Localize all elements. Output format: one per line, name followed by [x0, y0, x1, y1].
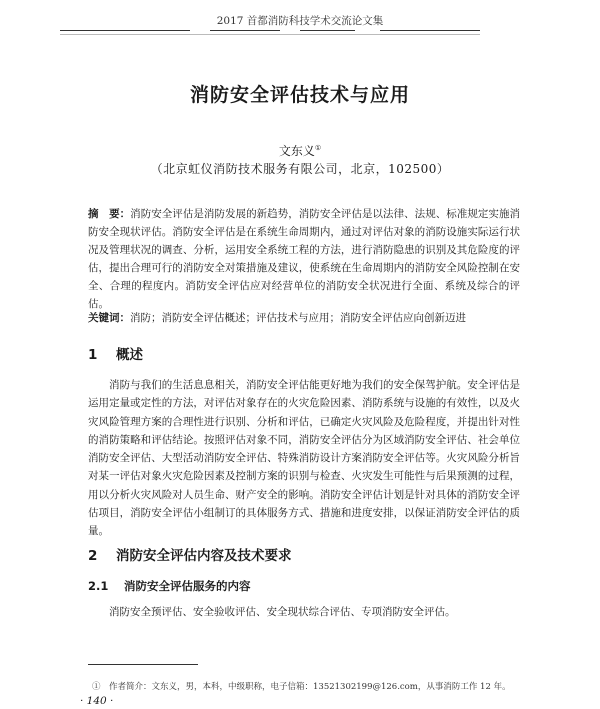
- section-1-text: 消防与我们的生活息息相关，消防安全评估能更好地为我们的安全保驾护航。安全评估是运用定量或定性的方法，对评估对象存在的火灾危险因素、消防系统与设施的有效性，以及火灾风险管理方案的合理性进行识别、分析和评估，已确定火灾风险及危险程度，并提出针对性的消防策略和评估结论。按照评估对象不同，消防安全评估分为区域消防安全评估、社会单位消防安全评估、大型活动消防安全评估、特殊消防设计方案消防安全评估等。火灾风险分析旨对某一评估对象火灾危险因素及控制方案的识别与检查、火灾发生可能性与后果预测的过程，用以分析火灾风险对人员生命、财产安全的影响。消防安全评估计划是针对具体的消防安全评估项目，消防安全评估小组制订的具体服务方式、措施和进度安排，以保证消防安全评估的质量。: [88, 379, 520, 538]
- page-number: · 140 ·: [80, 695, 114, 707]
- section-2-1-text: 消防安全预评估、安全验收评估、安全现状综合评估、专项消防安全评估。: [109, 606, 456, 618]
- section-1-heading: [88, 343, 143, 363]
- keywords-label: 关键词：: [88, 312, 130, 324]
- paper-title: 消防安全评估技术与应用: [189, 84, 410, 106]
- abstract: [88, 205, 520, 313]
- section-2-title: 消防安全评估内容及技术要求: [116, 548, 292, 564]
- abstract-label: 摘 要：: [88, 208, 131, 220]
- section-2-1-title: 消防安全评估服务的内容: [124, 579, 251, 593]
- author-line: [0, 142, 600, 159]
- section-1-title: 概述: [116, 347, 143, 363]
- section-2-number: 2: [88, 548, 98, 564]
- abstract-text: 消防安全评估是消防发展的新趋势，消防安全评估是以法律、法规、标准规定实施消防安全现状评估。消防安全评估是在系统生命周期内，通过对评估对象的消防设施实际运行状况及管理状况的调查、分析，运用安全系统工程的方法，进行消防隐患的识别及其危险度的评估，提出合理可行的消防安全对策措施及建议，使系统在生命周期内的消防安全风险控制在安全、合理的程度内。消防安全评估应对经营单位的消防安全状况进行全面、系统及综合的评估。: [88, 208, 521, 310]
- section-2-1-heading: [88, 578, 251, 594]
- header-rule: [60, 30, 480, 33]
- footnote: ① 作者简介：文东义，男，本科，中级职称，电子信箱：13521302199@126.com，从事消防工作 12 年。: [92, 682, 511, 692]
- section-2-1-body: [88, 603, 520, 621]
- section-2-1-number: 2.1: [88, 579, 109, 593]
- author-name: 文东义: [278, 144, 315, 158]
- affiliation: （北京虹仪消防技术服务有限公司，北京，102500）: [150, 162, 450, 176]
- section-1-body: [88, 376, 520, 541]
- section-2-heading: [88, 544, 292, 564]
- keywords: [88, 309, 520, 327]
- footnote-rule: [88, 664, 198, 665]
- section-1-number: 1: [88, 347, 98, 363]
- author-footnote-mark: ①: [314, 144, 322, 152]
- running-head: 2017 首都消防科技学术交流论文集: [216, 15, 384, 27]
- keywords-text: 消防；消防安全评估概述；评估技术与应用；消防安全评估应向创新迈进: [130, 312, 466, 324]
